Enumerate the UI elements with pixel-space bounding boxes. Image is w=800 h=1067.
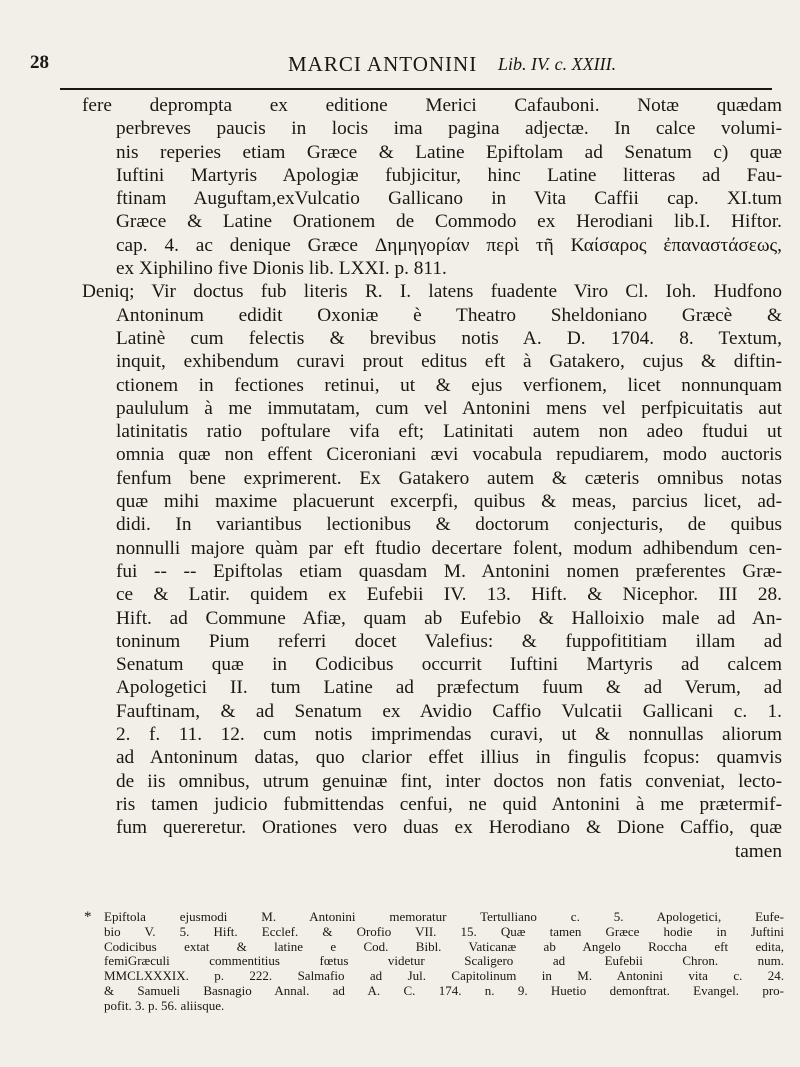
footnote-line: femiGræculi commentitius fœtus videtur Scaligero ad Eufebii Chron. num. <box>104 954 784 969</box>
text-line: Græce & Latine Orationem de Commodo ex Herodiani lib.I. Hiftor. <box>116 211 782 233</box>
footnote-line: & Samueli Basnagio Annal. ad A. C. 174. n. 9. Huetio demonftrat. Evangel. pro- <box>104 983 784 998</box>
text-line: ex Xiphilino five Dionis lib. LXXI. p. 811. <box>116 258 447 280</box>
text-line: toninum Pium referri docet Valefius: & fuppofititiam illam ad <box>116 630 782 652</box>
page-number: 28 <box>30 52 49 73</box>
text-line: Fauftinam, & ad Senatum ex Avidio Caffio Vulcatii Gallicani c. 1. <box>116 700 782 722</box>
footnote-line: bio V. 5. Hift. Ecclef. & Orofio VII. 15. Quæ tamen Græce hodie in Juftini <box>104 924 784 939</box>
text-line: cap. 4. ac denique Græce Δημηγορίαν περὶ τῆ Καίσαρος ἐπαναστάσεως, <box>116 234 782 256</box>
text-line: inquit, exhibendum curavi prout editus eft à Gatakero, cujus & diftin- <box>116 351 782 373</box>
footnote-line: MMCLXXXIX. p. 222. Salmafio ad Jul. Capitolinum in M. Antonini vita c. 24. <box>104 969 784 984</box>
text-line: tamen <box>734 840 782 862</box>
text-line: fui -- -- Epiftolas etiam quasdam M. Antonini nomen præferentes Græ- <box>116 560 782 582</box>
text-line: de iis omnibus, utrum genuinæ fint, inter doctos non fatis conveniat, lecto- <box>116 770 782 792</box>
main-text <box>82 94 782 863</box>
text-line: quæ mihi maxime placuerunt excerpfi, quibus & meas, parcius licet, ad- <box>116 491 782 513</box>
text-line: nonnulli majore quàm par eft ftudio decertare folent, modum adhibendum cen- <box>116 537 782 559</box>
text-line: ctionem in fectiones retinui, ut & ejus verfionem, licet nonnunquam <box>116 374 782 396</box>
text-line: ad Antoninum datas, quo clarior effet illius in fingulis fcopus: quamvis <box>116 747 782 769</box>
footnote-line: Epiftola ejusmodi M. Antonini memoratur Tertulliano c. 5. Apologetici, Eufe- <box>104 910 784 924</box>
text-line: Latinè cum felectis & brevibus notis A. D. 1704. 8. Textum, <box>116 327 782 349</box>
text-line: latinitatis ratio poftulare vifa eft; Latinitati autem non adeo ftudui ut <box>116 421 782 443</box>
header-rule <box>60 88 772 90</box>
footnote-line: Codicibus extat & latine e Cod. Bibl. Vaticanæ ab Angelo Roccha eft edita, <box>104 939 784 954</box>
text-line: Deniq; Vir doctus fub literis R. I. latens fuadente Viro Cl. Ioh. Hudfono <box>82 281 782 303</box>
text-line: Iuftini Martyris Apologiæ fubjicitur, hinc Latine litteras ad Fau- <box>116 164 782 186</box>
footnote <box>84 909 784 1014</box>
text-line: perbreves paucis in locis ima pagina adjectæ. In calce volumi- <box>116 118 782 140</box>
section-reference: Lib. IV. c. XXIII. <box>498 54 617 74</box>
footnote-marker: * <box>84 909 92 925</box>
footnote-line: pofit. 3. p. 56. aliisque. <box>104 998 225 1013</box>
text-line: didi. In variantibus lectionibus & doctorum conjecturis, de quibus <box>116 514 782 536</box>
text-line: omnia quæ non effent Ciceroniani ævi vocabula repudiarem, modo auctoris <box>116 444 782 466</box>
text-line: ce & Latir. quidem ex Eufebii IV. 13. Hift. & Nicephor. III 28. <box>116 584 782 606</box>
running-title: MARCI ANTONINI <box>288 52 478 76</box>
text-line: ftinam Auguftam,exVulcatio Gallicano in Vita Caffii cap. XI.tum <box>116 188 782 210</box>
text-line: nis reperies etiam Græce & Latine Epiftolam ad Senatum c) quæ <box>116 141 782 163</box>
text-line: Senatum quæ in Codicibus occurrit Iuftini Martyris ad calcem <box>116 654 782 676</box>
text-line: paululum à me immutatam, cum vel Antonini mens vel perfpicuitatis aut <box>116 397 782 419</box>
text-line: fere deprompta ex editione Merici Cafauboni. Notæ quædam <box>82 95 782 116</box>
text-line: 2. f. 11. 12. cum notis imprimendas curavi, ut & nonnullas aliorum <box>116 724 782 746</box>
text-line: ris tamen judicio fubmittendas cenfui, ne quid Antonini à me prætermif- <box>116 793 782 815</box>
text-line: Apologetici II. tum Latine ad præfectum fuum & ad Verum, ad <box>116 677 782 699</box>
text-line: fenfum bene exprimerent. Ex Gatakero autem & cæteris omnibus notas <box>116 467 782 489</box>
text-line: Hift. ad Commune Afiæ, quam ab Eufebio & Halloixio male ad An- <box>116 607 782 629</box>
text-line: fum quereretur. Orationes vero duas ex Herodiano & Dione Caffio, quæ <box>116 817 782 839</box>
text-line: Antoninum edidit Oxoniæ è Theatro Sheldoniano Græcè & <box>116 304 782 326</box>
page-header <box>30 52 780 82</box>
